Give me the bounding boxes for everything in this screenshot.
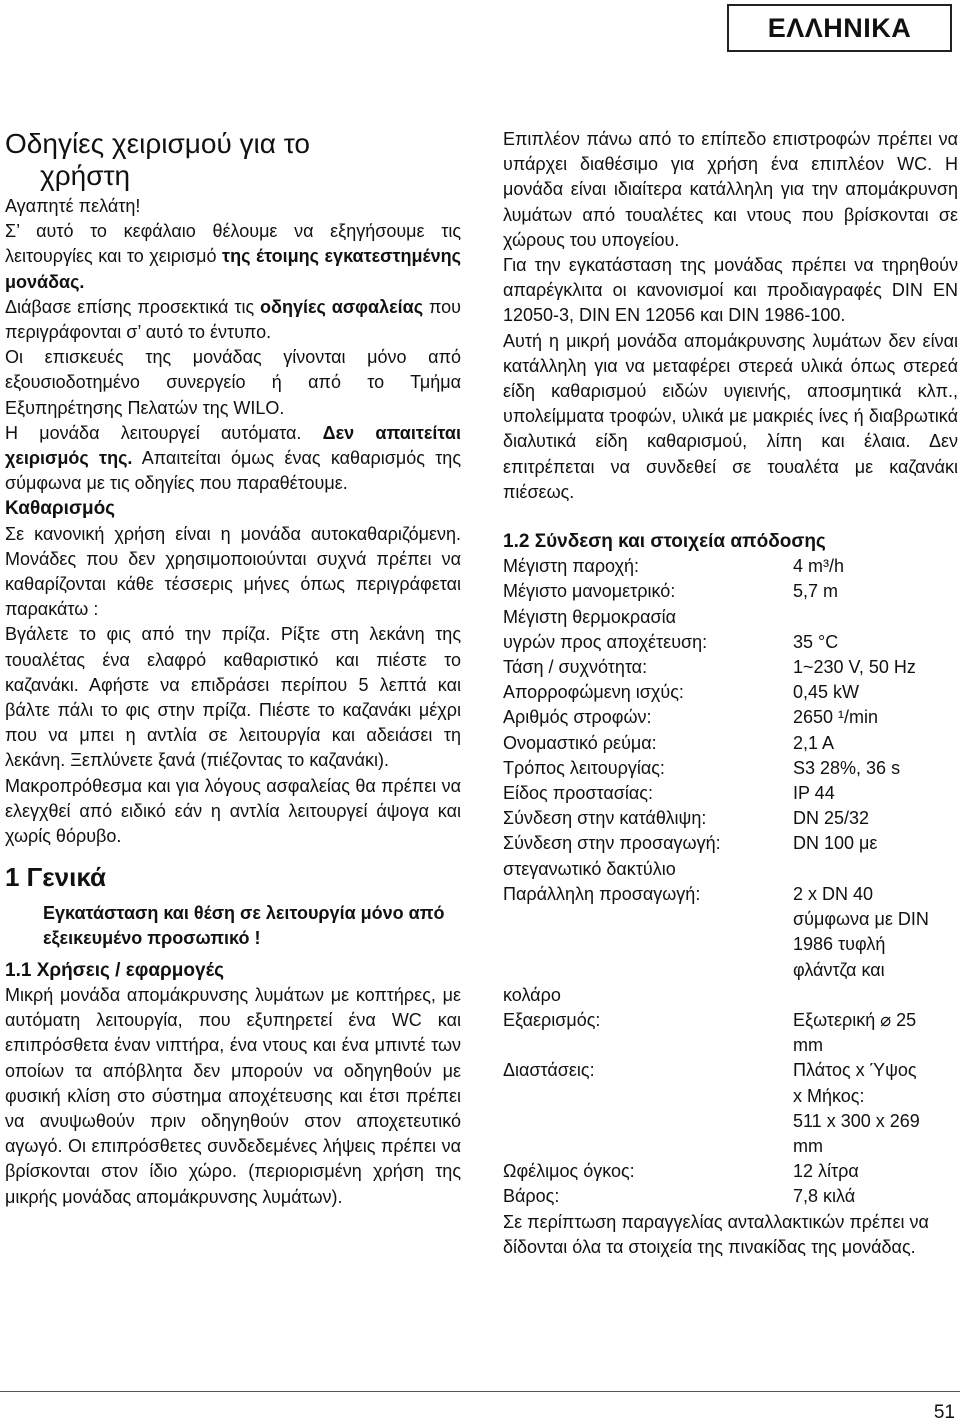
- spec-value: 1986 τυφλή: [793, 934, 886, 955]
- right-column: [503, 127, 958, 1260]
- cleaning-steps: Βγάλετε το φις από την πρίζα. Ρίξτε στη λεκάνη της τουαλέτας ένα ελαφρό καθαριστικό και πιέστε το καζανάκι. Αφήστε να επιδράσει περίπου 5 λεπτά και βάλτε πάλι το φις στην πρίζα. Πιέστε το καζανάκι μέχρι που να μπει η αντλία σε λειτουργία και αδειάσει τη λεκάνη. Ξεπλύνετε ξανά (πιέζοντας το καζανάκι).: [5, 624, 461, 771]
- page-title: Οδηγίες χειρισμού για το χρήστη: [5, 128, 310, 191]
- spec-label: Ωφέλιμος όγκος:: [503, 1161, 635, 1182]
- uses-heading: 1.1 Χρήσεις / εφαρμογές: [5, 959, 225, 981]
- spec-value: Πλάτος x Ύψος: [793, 1060, 917, 1081]
- spec-value: S3 28%, 36 s: [793, 757, 901, 778]
- spec-value: 5,7 m: [793, 581, 839, 602]
- repairs-paragraph: Οι επισκευές της μονάδας γίνονται μόνο από εξουσιοδοτημένο συνεργείο ή από το Τμήμα Εξυπηρέτησης Πελατών της WILO.: [5, 347, 461, 418]
- spec-value: 4 m³/h: [793, 556, 845, 577]
- spec-label: στεγανωτικό δακτύλιο: [503, 858, 676, 879]
- spec-value: 7,8 κιλά: [793, 1186, 856, 1207]
- spec-value: 0,45 kW: [793, 682, 860, 703]
- spec-label: Απορροφώμενη ισχύς:: [503, 682, 684, 703]
- spec-label: [503, 958, 793, 983]
- spec-label: Μέγιστο μανομετρικό:: [503, 581, 676, 602]
- intro-paragraph: Σ’ αυτό το κεφάλαιο θέλουμε να εξηγήσουμε τις λειτουργίες και το χειρισμό της έτοιμης εγκατεστημένης μονάδας.: [5, 221, 461, 292]
- cleaning-heading: Καθαρισμός: [5, 498, 116, 520]
- spec-label: Μέγιστη θερμοκρασία: [503, 606, 677, 627]
- left-column: [5, 128, 461, 1210]
- greeting: Αγαπητέ πελάτη!: [5, 196, 141, 216]
- spec-label: Παράλληλη προσαγωγή:: [503, 883, 701, 904]
- cleaning-paragraph: Σε κανονική χρήση είναι η μονάδα αυτοκαθαριζόμενη. Μονάδες που δεν χρησιμοποιούνται συχνά πρέπει να καθαρίζονται κάθε τέσσερις μήνες όπως περιγράφεται παρακάτω :: [5, 523, 461, 620]
- spec-label: Μέγιστη παροχή:: [503, 556, 640, 577]
- spec-value: [793, 983, 958, 1008]
- spec-label: [503, 907, 793, 932]
- uses-paragraph: Μικρή μονάδα απομάκρυνσης λυμάτων με κοπτήρες, με αυτόματη λειτουργία, που εξυπηρετεί ένα WC και επιπρόσθετα έναν νιπτήρα, ένα ντους και ένα μπιντέ των οποίων τα απόβλητα δεν μπορούν να οδηγηθούν με φυσική κλίση στο σύστημα αποχέτευσης και έτσι πρέπει να ανυψωθούν πριν οδηγηθούν στον αποχετευτικό αγωγό. Οι επιπρόσθετες συνδεδεμένες λήψεις πρέπει να βρίσκονται στον ίδιο χώρο. (περιορισμένη χρήση της μικρής μονάδας απομάκρυνσης λυμάτων).: [5, 984, 461, 1207]
- spec-value: mm: [793, 1035, 823, 1056]
- spec-label: [503, 1084, 793, 1109]
- standards-paragraph: Για την εγκατάσταση της μονάδας πρέπει να τηρηθούν απαρέγκλιτα οι κανονισμοί και προδιαγραφές DIN EN 12050-3, DIN EN 12056 και DIN 1986-100.: [503, 255, 958, 326]
- spec-label: [503, 1033, 793, 1058]
- spec-label: Σύνδεση στην κατάθλιψη:: [503, 808, 707, 829]
- installation-warning: Εγκατάσταση και θέση σε λειτουργία μόνο από εξεικευμένο προσωπικό !: [43, 903, 445, 949]
- spec-label: [503, 1109, 793, 1134]
- longterm-paragraph: Μακροπρόθεσμα και για λόγους ασφαλείας θα πρέπει να ελεγχθεί από ειδικό εάν η αντλία λειτουργεί άψογα και χωρίς θόρυβο.: [5, 775, 461, 847]
- spec-label: [503, 1134, 793, 1159]
- spec-value: 35 °C: [793, 631, 839, 652]
- connection-heading: 1.2 Σύνδεση και στοιχεία απόδοσης: [503, 531, 826, 553]
- automatic-paragraph: Η μονάδα λειτουργεί αυτόματα. Δεν απαιτείται χειρισμός της. Απαιτείται όμως ένας καθαρισμός της σύμφωνα με τις οδηγίες που παραθέτουμε.: [5, 422, 461, 494]
- spec-value: [793, 857, 958, 882]
- spec-label: [503, 932, 793, 957]
- language-label: ΕΛΛΗΝΙΚΑ: [727, 4, 952, 52]
- unsuitable-paragraph: Αυτή η μικρή μονάδα απομάκρυνσης λυμάτων δεν είναι κατάλληλη για να μεταφέρει στερεά υλικά όπως στερεά είδη καθαρισμού ειδών υγιεινής, αποσμητικά κλπ., υπολείμματα τροφών, υλικά με μακριές ίνες ή διαβρωτικά διαλυτικά είδη καθαρισμού, λίπη και έλαια. Δεν επιτρέπεται να συνδεθεί σε τουαλέτα με καζανάκι πιέσεως.: [503, 330, 958, 502]
- spec-label: Είδος προστασίας:: [503, 783, 653, 804]
- footer-rule: [0, 1391, 960, 1392]
- spec-value: 12 λίτρα: [793, 1161, 859, 1182]
- section-heading-general: 1 Γενικά: [5, 862, 106, 893]
- spec-value: DN 25/32: [793, 808, 870, 829]
- spec-label: υγρών προς αποχέτευση:: [503, 631, 708, 652]
- spec-label: Βάρος:: [503, 1186, 560, 1207]
- spec-label: κολάρο: [503, 984, 561, 1005]
- page-number: 51: [933, 1402, 955, 1423]
- spec-value: 1~230 V, 50 Hz: [793, 657, 916, 678]
- spec-label: Τρόπος λειτουργίας:: [503, 757, 665, 778]
- spec-value: DN 100 με: [793, 833, 878, 854]
- spare-parts-paragraph: Σε περίπτωση παραγγελίας ανταλλακτικών πρέπει να δίδονται όλα τα στοιχεία της πινακίδας της μονάδας.: [503, 1211, 929, 1257]
- spec-label: Τάση / συχνότητα:: [503, 657, 648, 678]
- spec-value: φλάντζα και: [793, 959, 885, 980]
- spec-label: Αριθμός στροφών:: [503, 707, 652, 728]
- spec-value: 2650 ¹/min: [793, 707, 879, 728]
- additional-wc-paragraph: Επιπλέον πάνω από το επίπεδο επιστροφών πρέπει να υπάρχει διαθέσιμο για χρήση ένα επιπλέον WC. Η μονάδα είναι ιδιαίτερα κατάλληλη για την απομάκρυνση λυμάτων από τουαλέτες και ντους που βρίσκονται σε χώρους του υπογείου.: [503, 129, 958, 250]
- spec-value: Εξωτερική ⌀ 25: [793, 1009, 917, 1030]
- spec-value: x Μήκος:: [793, 1085, 865, 1106]
- spec-label: Ονομαστικό ρεύμα:: [503, 732, 657, 753]
- spec-value: σύμφωνα με DIN: [793, 909, 929, 930]
- spec-value: [793, 605, 958, 630]
- safety-paragraph: Διάβασε επίσης προσεκτικά τις οδηγίες ασφαλείας που περιγράφονται σ’ αυτό το έντυπο.: [5, 296, 461, 343]
- spec-label: Εξαερισμός:: [503, 1009, 601, 1030]
- spec-value: mm: [793, 1135, 823, 1156]
- spec-value: 2,1 A: [793, 732, 835, 753]
- spec-label: Διαστάσεις:: [503, 1060, 595, 1081]
- spec-table: [503, 554, 958, 1209]
- spec-label: Σύνδεση στην προσαγωγή:: [503, 833, 721, 854]
- spec-value: 511 x 300 x 269: [793, 1110, 920, 1131]
- spec-value: IP 44: [793, 783, 835, 804]
- spec-value: 2 x DN 40: [793, 883, 874, 904]
